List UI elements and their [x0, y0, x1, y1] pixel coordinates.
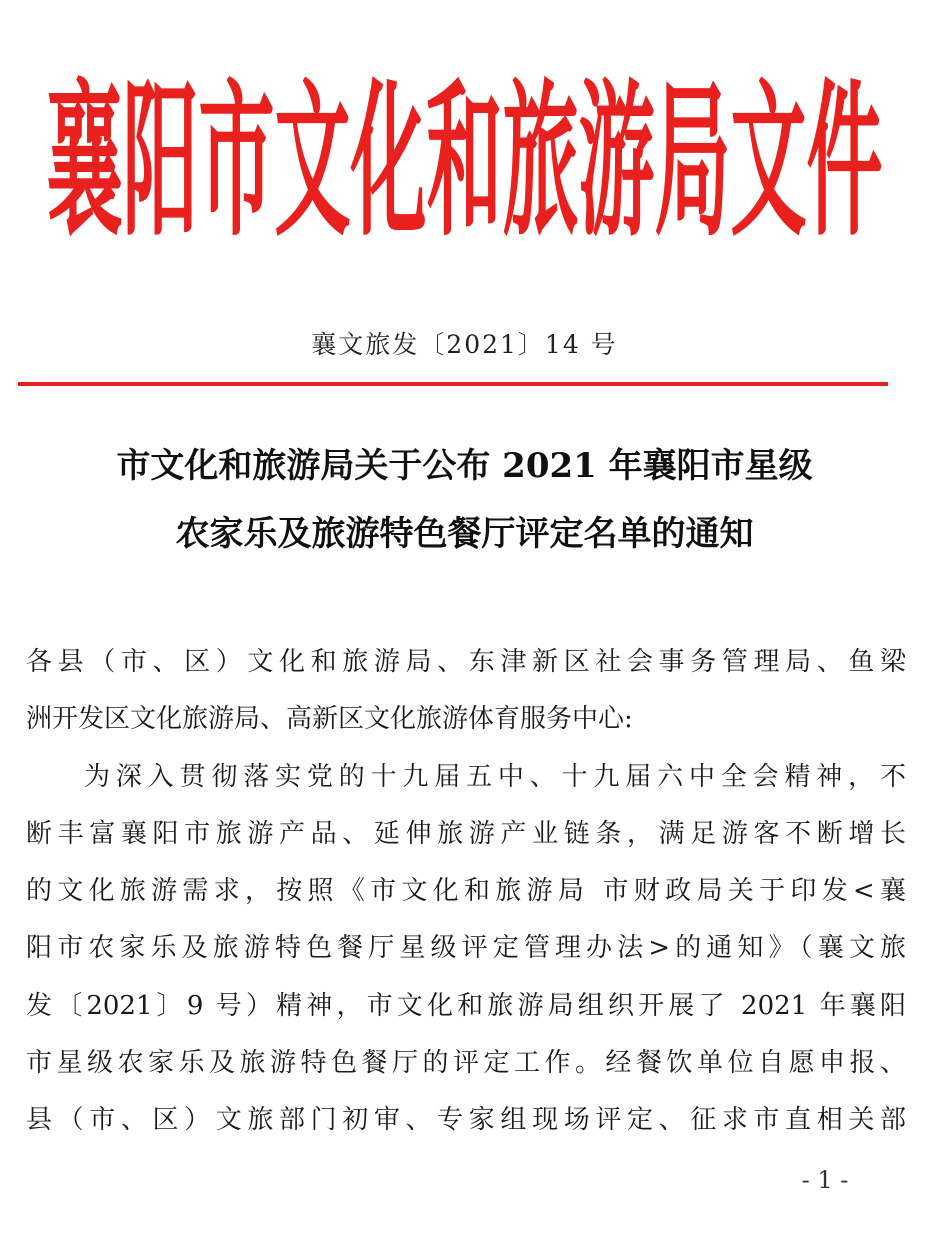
body-line-9: 县（市、区）文旅部门初审、专家组现场评定、征求市直相关部 — [26, 1105, 906, 1136]
notice-title-line-2: 农家乐及旅游特色餐厅评定名单的通知 — [175, 514, 754, 554]
body-line-6: 阳市农家乐及旅游特色餐厅星级评定管理办法>的通知》（襄文旅 — [26, 933, 906, 964]
body-line-5: 的文化旅游需求，按照《市文化和旅游局 市财政局关于印发<襄 — [26, 876, 906, 907]
body-line-1: 各县（市、区）文化和旅游局、东津新区社会事务管理局、鱼梁 — [26, 647, 906, 677]
document-masthead — [0, 62, 929, 262]
notice-title — [0, 432, 929, 568]
body-line-7: 发〔2021〕9 号）精神，市文化和旅游局组织开展了 2021 年襄阳 — [26, 990, 906, 1021]
notice-body — [26, 634, 906, 1150]
document-number: 襄文旅发〔2021〕14 号 — [311, 330, 618, 359]
body-line-2: 洲开发区文化旅游局、高新区文化旅游体育服务中心: — [26, 704, 633, 735]
body-line-8: 市星级农家乐及旅游特色餐厅的评定工作。经餐饮单位自愿申报、 — [26, 1048, 906, 1079]
masthead-red-rule — [18, 382, 888, 386]
notice-title-line-1: 市文化和旅游局关于公布 2021 年襄阳市星级 — [116, 446, 813, 486]
body-line-4: 断丰富襄阳市旅游产品、延伸旅游产业链条，满足游客不断增长 — [26, 818, 906, 849]
page-number: - 1 - — [801, 1166, 849, 1194]
masthead-text: 襄阳市文化和旅游局文件 — [46, 63, 883, 259]
body-line-3: 为深入贯彻落实党的十九届五中、十九届六中全会精神，不 — [84, 761, 906, 792]
